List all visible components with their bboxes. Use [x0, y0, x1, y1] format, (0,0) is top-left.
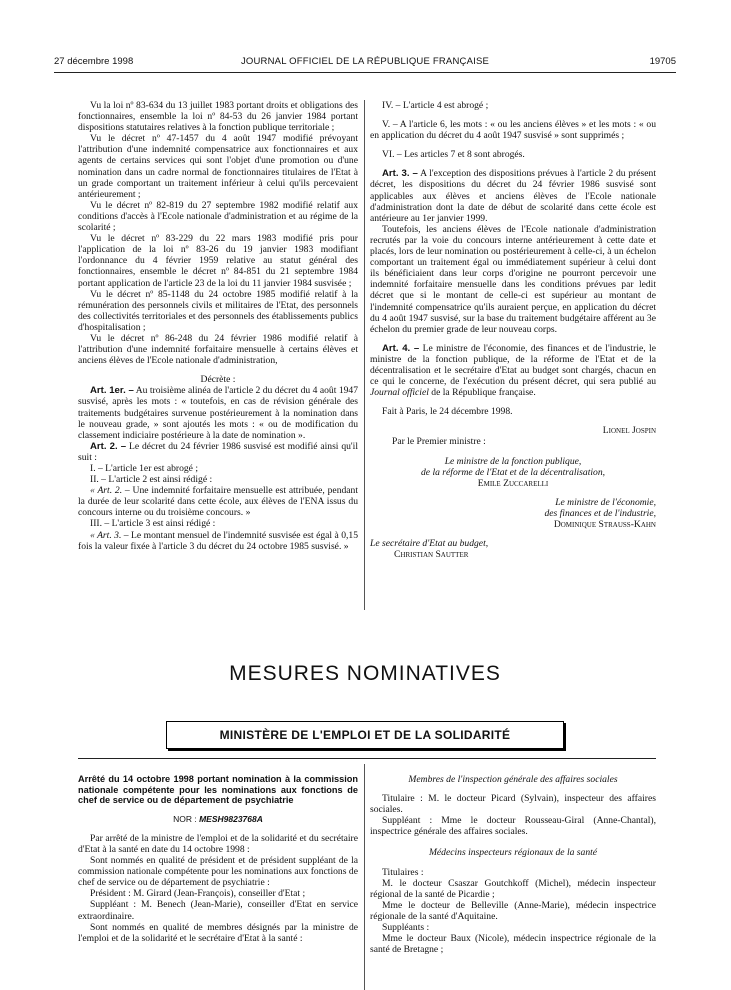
paragraph: I. – L'article 1er est abrogé ; [90, 463, 199, 474]
paragraph: Titulaire : M. le docteur Picard (Sylvain), inspecteur des affaires sociales. [370, 793, 656, 816]
paragraph: III. – L'article 3 est ainsi rédigé : [90, 518, 216, 530]
minister-title: Le secrétaire d'Etat au budget, [370, 538, 489, 550]
column-divider [364, 100, 365, 610]
header-rule [54, 72, 676, 73]
quote-label: « Art. 3. – [90, 529, 129, 541]
decrete-heading: Décrète : [200, 374, 236, 386]
right-column [370, 100, 656, 560]
article-label: Art. 2. – [90, 440, 127, 452]
paragraph: Vu la loi nº 83-634 du 13 juillet 1983 portant droits et obligations des fonctionnaires, ensemble la loi nº 84-53 du 26 janvier 1984 portant dispositions statutaires relatives à la fonction publique territoriale ; [78, 100, 358, 134]
paragraph: Président : M. Girard (Jean-François), conseiller d'Etat ; [90, 888, 306, 900]
paragraph: Suppléant : M. Benech (Jean-Marie), conseiller d'Etat en service extraordinaire. [78, 899, 358, 922]
section-rule [78, 758, 656, 759]
nor-reference: NOR : MESH9823768A [173, 813, 263, 824]
paragraph: Sont nommés en qualité de président et de président suppléant de la commission nationale compétente pour les nominations aux fonctions de chef de service ou de département de psychiatrie : [78, 855, 358, 889]
article-1 [78, 385, 358, 440]
arrete-title: Arrêté du 14 octobre 1998 portant nomination à la commission nationale compétente pour les nominations aux fonctions de chef de service ou de département de psychiatrie [78, 774, 358, 806]
ministry-banner [166, 721, 564, 749]
premier-ministre-line: Par le Premier ministre : [392, 436, 486, 448]
paragraph: IV. – L'article 4 est abrogé ; [382, 100, 489, 111]
paragraph: Suppléant : Mme le docteur Rousseau-Giral (Anne-Chantal), inspectrice générale des affaires sociales. [370, 815, 656, 838]
right-column-2 [370, 774, 656, 955]
article-label: Art. 3. – [382, 168, 418, 180]
header-journal-title: JOURNAL OFFICIEL DE LA RÉPUBLIQUE FRANÇAISE [240, 56, 490, 67]
signature: Lionel Jospin [602, 425, 656, 437]
paragraph: Mme le docteur de Belleville (Anne-Marie), médecin inspectrice régionale de la santé d'Aquitaine. [370, 899, 656, 922]
column-divider [364, 764, 365, 990]
signature: Christian Sautter [394, 549, 469, 561]
article-text: A l'exception des dispositions prévues à l'article 2 du présent décret, les dispositions du décret du 24 février 1986 susvisé sont applicables aux élèves et anciens élèves de l'Ecole nationale d'administration dont la date de début de scolarité dans cette école est antérieure au 1er janvier 1999. [370, 168, 656, 224]
header-page-number: 19705 [649, 56, 676, 67]
minister-title: Le ministre de la fonction publique, [444, 455, 582, 467]
paragraph: V. – A l'article 6, les mots : « ou les anciens élèves » et les mots : « ou en application du décret du 4 août 1947 susvisé » sont supprimés ; [370, 119, 656, 142]
paragraph: Suppléants : [382, 922, 430, 934]
subsection-heading: Médecins inspecteurs régionaux de la santé [428, 847, 598, 859]
ministry-name: MINISTÈRE DE L'EMPLOI ET DE LA SOLIDARITÉ [219, 728, 511, 742]
quote-label: « Art. 2. – [90, 485, 130, 497]
paragraph: Vu le décret nº 47-1457 du 4 août 1947 modifié prévoyant l'attribution d'une indemnité compensatrice aux fonctionnaires et aux agents de certains services qui sont l'objet d'une promotion ou d'une nomination dans un cadre normal de fonctionnaires titulaires de l'Etat à un grade comportant un traitement inférieur à celui qu'ils percevaient antérieurement ; [78, 133, 358, 200]
article-4 [370, 343, 656, 398]
paragraph: Vu le décret nº 83-229 du 22 mars 1983 modifié pris pour l'application de la loi nº 83-26 du 19 janvier 1983 modifiant l'ordonnance du 4 février 1959 relative au statut général des fonctionnaires, ensemble le décret nº 84-851 du 21 septembre 1984 portant application de l'article 23 de la loi du 11 janvier 1984 susvisée ; [78, 233, 358, 289]
paragraph: Vu le décret nº 86-248 du 24 février 1986 modifié relatif à l'attribution d'une indemnité forfaitaire mensuelle à certains élèves et anciens élèves de l'Ecole nationale d'administration, [78, 332, 358, 367]
minister-title: de la réforme de l'Etat et de la décentralisation, [420, 466, 606, 478]
journal-officiel-ref: Journal officiel [370, 387, 429, 399]
subsection-heading: Membres de l'inspection générale des affaires sociales [408, 774, 618, 785]
paragraph: Titulaires : [382, 866, 424, 878]
paragraph: Mme le docteur Baux (Nicole), médecin inspectrice régionale de la santé de Bretagne ; [370, 933, 656, 956]
left-column-2 [78, 774, 358, 944]
paragraph: II. – L'article 2 est ainsi rédigé : [90, 474, 213, 486]
quoted-article-2 [78, 485, 358, 518]
left-column [78, 100, 358, 552]
quote-text: Une indemnité forfaitaire mensuelle est attribuée, pendant la durée de leur scolarité dans cette école, aux élèves de l'ENA issus du concours interne ou du troisième concours. » [78, 485, 359, 519]
paragraph: M. le docteur Csaszar Goutchkoff (Michel), médecin inspecteur régional de la santé de Picardie ; [370, 877, 656, 900]
article-text: Au troisième alinéa de l'article 2 du décret du 4 août 1947 susvisé, après les mots : « toutefois, en cas de révision générale des traitements budgétaires survenue postérieurement à la nomination dans le nouveau grade, » sont ajoutés les mots : « ou de modification du classement indiciaire postérieure à la date de nomination ». [78, 385, 359, 441]
section-title: MESURES NOMINATIVES [229, 662, 501, 685]
article-text: de la République française. [431, 387, 536, 399]
paragraph: Toutefois, les anciens élèves de l'Ecole nationale d'administration recrutés par la voie du concours interne antérieurement à cette date et placés, lors de leur nomination ou postérieurement à celle-ci, à un échelon comportant un traitement égal ou immédiatement supérieur à celui dont ils bénéficiaient dans leur corps d'origine ne pourront percevoir une indemnité forfaitaire mensuelle dans les conditions prévues par ledit décret que si le montant de celle-ci est supérieur au montant de l'indemnité compensatrice qu'ils auraient perçue, en application du décret du 4 août 1947 susvisé, sur la base du traitement budgétaire afférent au 3e échelon du premier grade de leur nouveau corps. [370, 223, 656, 335]
paragraph: Sont nommés en qualité de membres désignés par la ministre de l'emploi et de la solidarité et le secrétaire d'Etat à la santé : [78, 921, 358, 944]
article-3 [370, 168, 656, 223]
article-label: Art. 1er. – [90, 385, 134, 397]
paragraph: Vu le décret nº 82-819 du 27 septembre 1982 modifié relatif aux conditions d'accès à l'Ecole nationale d'administration et au régime de la scolarité ; [78, 199, 358, 234]
article-2 [78, 441, 358, 463]
minister-title: des finances et de l'industrie, [544, 507, 656, 519]
signature: Emile Zuccarelli [477, 477, 549, 489]
article-label: Art. 4. – [382, 342, 420, 354]
header-date: 27 décembre 1998 [54, 56, 134, 67]
page-header [54, 56, 676, 70]
article-text: Le décret du 24 février 1986 susvisé est modifié ainsi qu'il suit : [78, 440, 358, 463]
article-text: Le ministre de l'économie, des finances et de l'industrie, le ministre de la fonction publique, de la réforme de l'Etat et de la décentralisation et le secrétaire d'Etat au budget sont chargés, chacun en ce qui le concerne, de l'exécution du présent décret, qui sera publié au [370, 342, 656, 388]
paragraph: Vu le décret nº 85-1148 du 24 octobre 1985 modifié relatif à la rémunération des personnels civils et militaires de l'Etat, des personnels des collectivités territoriales et des personnels des établissements publics d'hospitalisation ; [78, 288, 358, 333]
fait-a-paris: Fait à Paris, le 24 décembre 1998. [382, 406, 513, 418]
quoted-article-3 [78, 530, 358, 552]
paragraph: Par arrêté de la ministre de l'emploi et de la solidarité et du secrétaire d'Etat à la santé en date du 14 octobre 1998 : [78, 832, 358, 855]
quote-text: Le montant mensuel de l'indemnité susvisée est égal à 0,15 fois la valeur fixée à l'article 3 du décret du 24 octobre 1985 susvisé. » [78, 529, 359, 552]
paragraph: VI. – Les articles 7 et 8 sont abrogés. [382, 149, 525, 161]
minister-title: Le ministre de l'économie, [555, 496, 656, 508]
signature: Dominique Strauss-Kahn [553, 519, 656, 530]
